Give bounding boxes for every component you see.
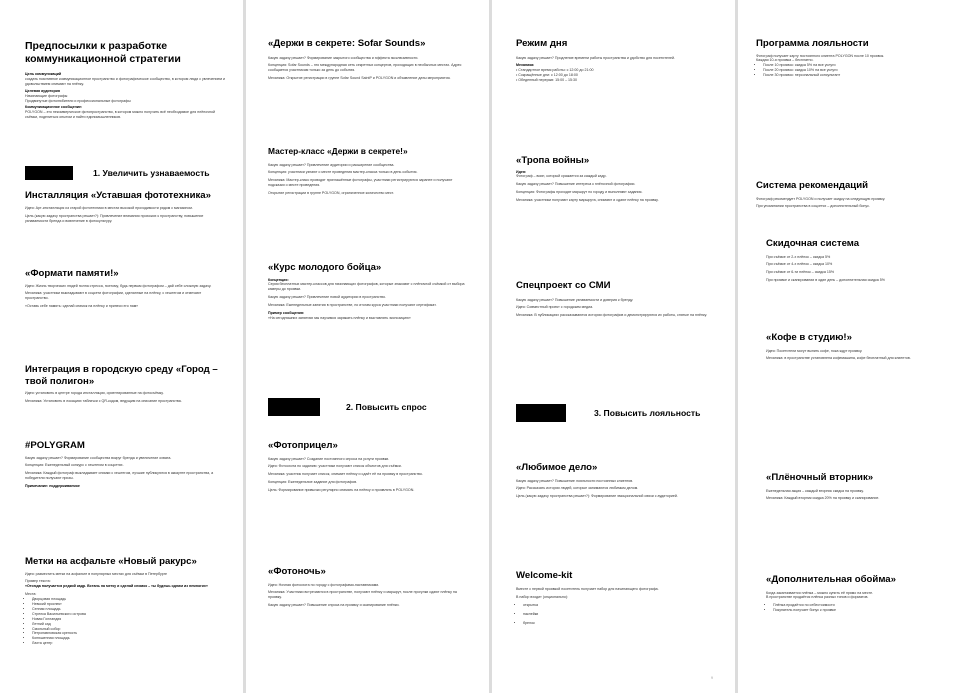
love-line: Какую задачу решает? Повышение лояльности постоянных клиентов. — [516, 478, 634, 483]
love-line: Идея: Рассказать истории людей, которые занимаются любимым делом. — [516, 486, 639, 491]
war-line: Концепция: Фотографы проходят маршрут по городу и выполняют задания. — [516, 190, 643, 195]
integration-line: Механика: Установить в локациях таблички с QR-кодом, ведущим на описание пространства. — [25, 398, 182, 403]
list-item: • После 10 проявок: скидка 5% на все услуги — [763, 63, 966, 68]
integration-title: Интеграция в городскую среду «Город – твой полигон» — [25, 364, 218, 387]
marks-line: Места: — [25, 592, 37, 597]
list-item: • брелок — [523, 621, 716, 626]
course-line: Какую задачу решает? Привлечение новой аудитории в пространство. — [268, 295, 386, 300]
polygram-line: Примечание: поддерживаемое — [25, 484, 80, 489]
list-item: • Смольный собор — [32, 627, 225, 632]
list-item: • Летний сад — [32, 622, 225, 627]
kit-list — [516, 603, 716, 626]
war-title: «Тропа войны» — [516, 155, 590, 166]
marks-title: Метки на асфальте «Новый ракурс» — [25, 556, 197, 567]
clip-line: Когда заканчивается плёнка – можно купить её прямо на месте. — [766, 590, 874, 595]
course-line: Механика: Еженедельные занятия в пространстве, по итогам курса участники получают сертификат. — [268, 303, 437, 308]
polygram-line: Какую задачу решает? Формирование сообщества вокруг бренда и увеличение охвата. — [25, 455, 172, 460]
smi-line: Какую задачу решает? Повышение узнаваемости и доверия к бренду. — [516, 297, 634, 302]
section-heading: 3. Повысить лояльность — [594, 408, 701, 418]
list-item: • Лахта центр — [32, 641, 225, 646]
reco-line: Фотограф рекомендует POLYGON и получает скидку на следующую проявку. — [756, 196, 886, 201]
kit-line: В набор входит (опционально): — [516, 595, 569, 600]
section-heading: 1. Увеличить узнаваемость — [93, 168, 210, 178]
master-line: Какую задачу решает? Привлечение аудитории и расширение сообщества. — [268, 162, 395, 167]
section-marker — [516, 404, 566, 422]
polygram-line: Механика: Каждый фотограф выкладывает снимки с хештегом, лучшие публикуются в аккаунте пространства, а победители получают призы. — [25, 471, 214, 481]
marks-line: Идея: разместить метки на асфальте в популярных местах для съёмки в Петербурге — [25, 571, 168, 576]
loyalty-list — [756, 63, 966, 78]
war-line: Идея: — [516, 169, 527, 174]
section-marker — [268, 398, 320, 416]
master-line: Механика: Мастер-класс проводят приглашённые фотографы, участники регистрируются заранее и получают подсказки о месте проведения. — [268, 178, 453, 188]
secret-title: «Держи в секрете: Sofar Sounds» — [268, 38, 426, 49]
scope-line: Какую задачу решает? Создание постоянного спроса на услуги проявки. — [268, 456, 390, 461]
coffee-line: Механика: в пространстве установлена кофемашина, кофе бесплатный для клиентов. — [766, 356, 911, 361]
list-item: • Дворцовая площадь — [32, 597, 225, 602]
page-title: Предпосылки к разработке коммуникационной стратегии — [25, 40, 181, 65]
list-item: • Новая Голландия — [32, 617, 225, 622]
smi-line: Механика: В публикациях рассказываются истории фотографов и демонстрируются их работы, снятые на плёнку. — [516, 313, 708, 318]
install-line: Идея: Арт-инсталляция из старой фототехники в местах высокой проходимости рядом с магазином. — [25, 205, 193, 210]
tuesday-line: Еженедельная акция – каждый вторник скидка на проявку. — [766, 488, 864, 493]
loyalty-line: Каждая 10-я проявка – бесплатно. — [756, 58, 814, 63]
page-2 — [246, 0, 489, 693]
list-item: • После 30 проявок: персональный консультант — [763, 73, 966, 78]
war-line: Какую задачу решает? Повышение интереса к плёночной фотографии. — [516, 182, 636, 187]
night-line: Какую задачу решает? Повышение спроса на проявку и сканирование плёнки. — [268, 603, 400, 608]
list-item: • Покупатель получает бонус к проявке — [773, 608, 966, 613]
night-line: Механика: Участники встречаются в пространстве, получают плёнку и маршрут, после прогулки сдают плёнку на проявку. — [268, 590, 457, 600]
integration-line: Идея: установить в центре города инсталляции, ориентированные на фотосъёмку. — [25, 391, 164, 395]
scope-line: Идея: Фотоохота по заданию: участники получают список объектов для съёмки. — [268, 464, 402, 469]
clip-line: В пространстве продаётся плёнка разных типов и форматов. — [766, 595, 869, 600]
section-marker — [25, 166, 73, 180]
list-item: • Стрелка Васильевского острова — [32, 612, 225, 617]
intro-line: POLYGON – это некоммерческое фотопространство, в котором можно получить всё необходимое для плёночной съёмки, поделиться опытом и найти единомышленников. — [25, 110, 216, 120]
scope-line: Механика: участник получает список, снимает плёнку и сдаёт её на проявку в пространство. — [268, 472, 423, 477]
night-title: «Фотоночь» — [268, 566, 326, 577]
mode-line: Механика: — [516, 63, 535, 68]
mode-title: Режим дня — [516, 38, 568, 49]
coffee-line: Идея: Посетители могут выпить кофе, пока ждут проявку. — [766, 348, 863, 353]
formati-line: Механика: участники выкладывают в соцсети фотографии, сделанные на плёнку, с хештегом и отмечают пространство. — [25, 291, 202, 301]
course-title: «Курс молодого бойца» — [268, 262, 382, 273]
mode-line: • Сокращённые дни: с 12:00 до 18:00 — [516, 73, 578, 78]
intro-line: Коммуникационное сообщение: — [25, 105, 83, 110]
secret-line: Какую задачу решает? Формирование закрытого сообщества и эффекта эксклюзивности. — [268, 55, 419, 60]
intro-line: Продвинутые фотолюбители и профессиональные фотографы — [25, 98, 131, 103]
loyalty-line: Фотограф получает карту постоянного клиента POLYGON после 10 проявок. — [756, 53, 885, 58]
scope-line: Концепция: Еженедельное задание для фотографов. — [268, 480, 358, 485]
smi-line: Идея: Совместный проект с городским медиа. — [516, 305, 594, 310]
love-title: «Любимое дело» — [516, 462, 598, 473]
master-title: Мастер-класс «Держи в секрете!» — [268, 146, 408, 156]
night-line: Идея: Ночная фотоохота по городу с фотографами-наставниками. — [268, 582, 380, 587]
list-item: • Конюшенная площадь — [32, 636, 225, 641]
secret-line: Концепция: Sofar Sounds – это международная сеть секретных концертов, проходящих в необычных местах. Адрес сообщается участникам только за день до события. — [268, 63, 462, 73]
list-item: • наклейки — [523, 612, 716, 617]
page-1 — [0, 0, 243, 693]
secret-line: Механика: Открытие регистрации в группе Sofar Sound SaintP и POLYGON и объявление даты мероприятия. — [268, 76, 451, 81]
master-line: Открытие регистрации в группе POLYGON, ограниченное количество мест. — [268, 191, 394, 196]
course-line: Пример сообщения: — [268, 311, 305, 316]
war-line: Фотограф – воин, который сражается за каждый кадр. — [516, 174, 607, 179]
list-item: • открытка — [523, 603, 716, 608]
reco-title: Система рекомендаций — [756, 180, 868, 191]
discount-line: При съёмке от 6-ти плёнок – скидка 15% — [766, 270, 835, 275]
intro-line: Целевая аудитория — [25, 88, 60, 93]
section-heading: 2. Повысить спрос — [346, 402, 427, 412]
scope-title: «Фотоприцел» — [268, 440, 338, 451]
mode-line: Какую задачу решает? Продление времени работы пространства и удобство для посетителей. — [516, 55, 675, 60]
discount-line: При проявке и сканировании в один день – дополнительная скидка 5% — [766, 278, 885, 283]
mode-line: • Обеденный перерыв: 15:00 – 15:30 — [516, 78, 578, 83]
install-title: Инсталляция «Уставшая фототехника» — [25, 190, 211, 201]
formati-title: «Формати памяти!» — [25, 268, 119, 279]
page-number: 9 — [711, 676, 713, 680]
coffee-title: «Кофе в студию!» — [766, 332, 852, 343]
list-item: • Плёнка продаётся по себестоимости — [773, 603, 966, 608]
page-4 — [738, 0, 980, 693]
discount-line: При съёмке от 2-х плёнок – скидка 5% — [766, 254, 831, 259]
discount-line: При съёмке от 4-х плёнок – скидка 10% — [766, 262, 833, 267]
page-3 — [492, 0, 735, 693]
kit-line: Вместе с первой проявкой посетитель получает набор для начинающего фотографа. — [516, 586, 659, 591]
list-item: • Невский проспект — [32, 602, 225, 607]
tuesday-line: Механика: Каждый вторник скидка 20% на проявку и сканирование. — [766, 496, 880, 501]
list-item: • Сенная площадь — [32, 607, 225, 612]
war-line: Механика: участники получают карту маршрута, снимают и сдают плёнку на проявку. — [516, 198, 659, 203]
clip-list — [766, 603, 966, 613]
mode-line: • Стандартное время работы: с 12:00 до 21:00 — [516, 68, 594, 73]
intro-line: создать позитивное коммуникационное пространство и фотографическое сообщество, в котором люди с увлечением и удовольствием снимают на плёнку. — [25, 76, 225, 86]
course-line: Серия бесплатных мастер-классов для начинающих фотографов, которые знакомят с плёночной съёмкой от выбора камеры до проявки. — [268, 282, 465, 292]
clip-title: «Дополнительная обойма» — [766, 574, 896, 585]
install-line: Цель (какую задачу пространства решает?): Привлечение внимания прохожих к пространству, повышение узнаваемости бренда и вовлечение в фотокультуру. — [25, 214, 204, 224]
discount-title: Скидочная система — [766, 238, 860, 249]
smi-title: Спецпроект со СМИ — [516, 280, 611, 291]
places-list — [25, 597, 225, 646]
formati-line: «Оставь себе память: сделай снимок на плёнку и принеси его нам» — [25, 304, 139, 309]
course-line: «На сегодняшних занятиях мы научимся заряжать плёнку и выставлять экспозицию» — [268, 315, 411, 320]
marks-line: «Отсюда получается редкий кадр. Встань на метку и сделай снимок – ты будешь одним из немногих» — [25, 584, 208, 589]
formati-line: Идея: Жизнь творческих людей полна стресса, поэтому, будь первым фотографом – дай себе сложную задачу. — [25, 283, 212, 288]
polygram-title: #POLYGRAM — [25, 440, 85, 451]
love-line: Цель (какую задачу пространства решает?): Формирование эмоциональной связи с аудиторией. — [516, 494, 678, 499]
intro-line: Цель коммуникаций — [25, 72, 62, 76]
master-line: Концепция: участники узнают о месте проведения мастер-класса только в день события. — [268, 170, 418, 175]
course-line: Концепция: — [268, 277, 289, 282]
loyalty-title: Программа лояльности — [756, 38, 869, 49]
marks-line: Пример текста: — [25, 579, 51, 584]
list-item: • После 20 проявок: скидка 10% на все услуги — [763, 68, 966, 73]
reco-line: При упоминании пространства в соцсетях – дополнительный бонус. — [756, 204, 870, 209]
scope-line: Цель: Формирование привычки регулярно снимать на плёнку и проявлять в POLYGON. — [268, 488, 415, 493]
kit-title: Welcome-kit — [516, 570, 573, 581]
list-item: • Петропавловская крепость — [32, 631, 225, 636]
polygram-line: Концепция: Еженедельный конкурс с хештегом в соцсетях. — [25, 463, 124, 468]
intro-line: Начинающие фотографы — [25, 93, 68, 98]
tuesday-title: «Плёночный вторник» — [766, 472, 874, 483]
